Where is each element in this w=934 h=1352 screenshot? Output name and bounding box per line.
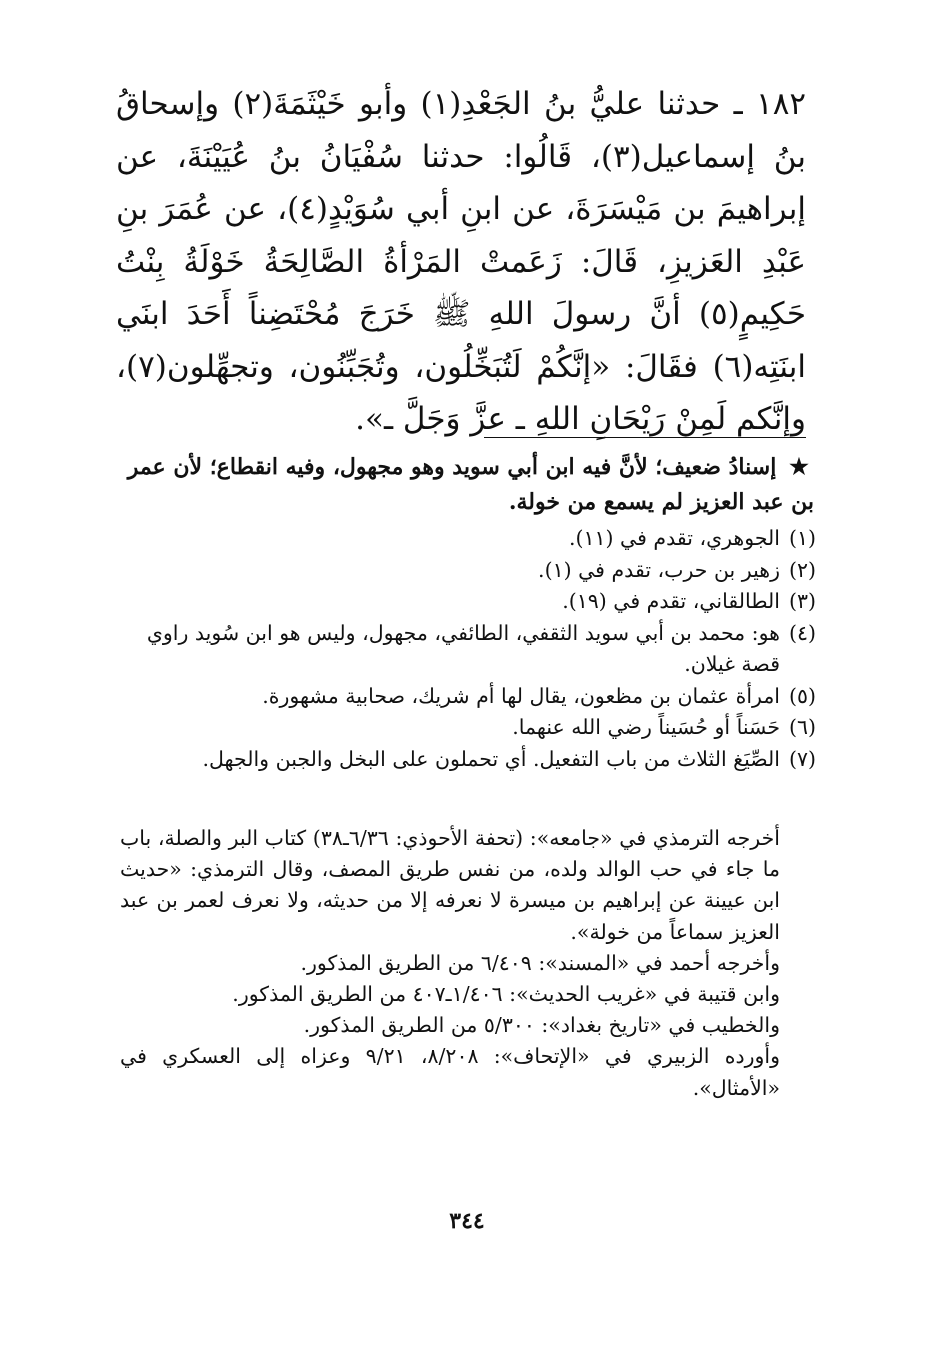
footnote-number: (٧) — [788, 746, 816, 771]
footnote-divider — [484, 437, 806, 438]
footnote-number: (٦) — [788, 715, 816, 739]
page-number: ٣٤٤ — [449, 1208, 485, 1234]
takhrij-section — [120, 823, 780, 1104]
footnote-text: الصِّيَغ الثلاث من باب التفعيل. أي تحملون على البخل والجبن والجهل. — [202, 746, 780, 771]
isnad-text: إسنادُ ضعيف؛ لأنَّ فيه ابن أبي سويد وهو مجهول، وفيه انقطاع؛ لأن عمر بن عبد العزيز لم يسمع من خولة. — [127, 454, 814, 515]
footnote-number: (٣) — [788, 589, 816, 613]
footnote-number: (١) — [788, 526, 816, 550]
hadith-paragraph: ١٨٢ ـ حدثنا عليُّ بنُ الجَعْدِ(١) وأبو خَيْثَمَةَ(٢) وإسحاقُ بنُ إسماعيل(٣)، قَالُوا: حدثنا سُفْيَانُ بنُ عُيَيْنَةَ، عن إبراهيمَ بن مَيْسَرَةَ، عن ابنِ أبي سُوَيْدٍ(٤)، عن عُمَرَ بنِ عَبْدِ العَزيزِ، قَالَ: زَعَمتْ المَرْأةُ الصَّالِحَةُ خَوْلَةُ بِنْتُ حَكِيمٍ(٥) أنَّ رسولَ اللهِ ﷺ خَرَجَ مُحْتَضِناً أَحَدَ ابنَي ابنَتِه(٦) فقَالَ: «إنَّكُمْ لَتُبَخِّلُون، وتُجَبِّنُون، وتجهِّلون(٧)، وإنَّكم لَمِنْ رَيْحَانِ اللهِ ـ عزَّ وَجَلَّ ـ». — [116, 86, 806, 437]
takhrij-paragraph: والخطيب في «تاريخ بغداد»: ٥/٣٠٠ من الطريق المذكور. — [303, 1013, 780, 1038]
takhrij-paragraph: أخرجه الترمذي في «جامعه»: (تحفة الأحوذي: ٦/٣٦ـ٣٨) كتاب البر والصلة، باب ما جاء في حب الوالد ولده، من نفس طريق المصف، وقال الترمذي: «حديث ابن عيينة عن إبراهيم بن ميسرة لا نعرفه إلا من حديثه، ولا نعرف لعمر بن عبد العزيز سماعاً من خولة». — [120, 826, 780, 944]
footnote-item — [114, 618, 816, 681]
footnote-text: الجوهري، تقدم في (١١). — [568, 526, 780, 550]
footnote-item — [114, 523, 816, 555]
footnote-text: امرأة عثمان بن مظعون، يقال لها أم شريك، صحابية مشهورة. — [262, 683, 780, 708]
footnote-number: (٤) — [788, 620, 816, 645]
footnote-number: (٢) — [788, 557, 816, 582]
footnote-item — [114, 555, 816, 587]
takhrij-paragraph: وأورده الزبيري في «الإتحاف»: ٨/٢٠٨، ٩/٢١ وعزاه إلى العسكري في «الأمثال». — [120, 1044, 781, 1100]
footnote-item — [114, 712, 816, 744]
footnote-number: (٥) — [788, 683, 816, 708]
star-icon: ★ — [789, 454, 809, 480]
footnote-text: حَسَناً أو حُسَيناً رضي الله عنهما. — [512, 715, 780, 739]
takhrij-paragraph: وابن قتيبة في «غريب الحديث»: ١/٤٠٦ـ٤٠٧ من الطريق المذكور. — [232, 982, 780, 1007]
footnote-item — [114, 586, 816, 618]
footnotes — [114, 523, 816, 775]
footnote-item — [114, 681, 816, 713]
hadith-text — [116, 78, 806, 446]
takhrij-paragraph: وأخرجه أحمد في «المسند»: ٦/٤٠٩ من الطريق المذكور. — [300, 950, 780, 975]
footnote-text: الطالقاني، تقدم في (١٩). — [562, 589, 780, 613]
footnote-text: هو: محمد بن أبي سويد الثقفي، الطائفي، مجهول، وليس هو ابن سُويد راوي قصة غيلان. — [146, 620, 780, 676]
isnad-grading — [114, 450, 814, 520]
footnote-text: زهير بن حرب، تقدم في (١). — [538, 557, 780, 582]
footnote-item — [114, 744, 816, 776]
